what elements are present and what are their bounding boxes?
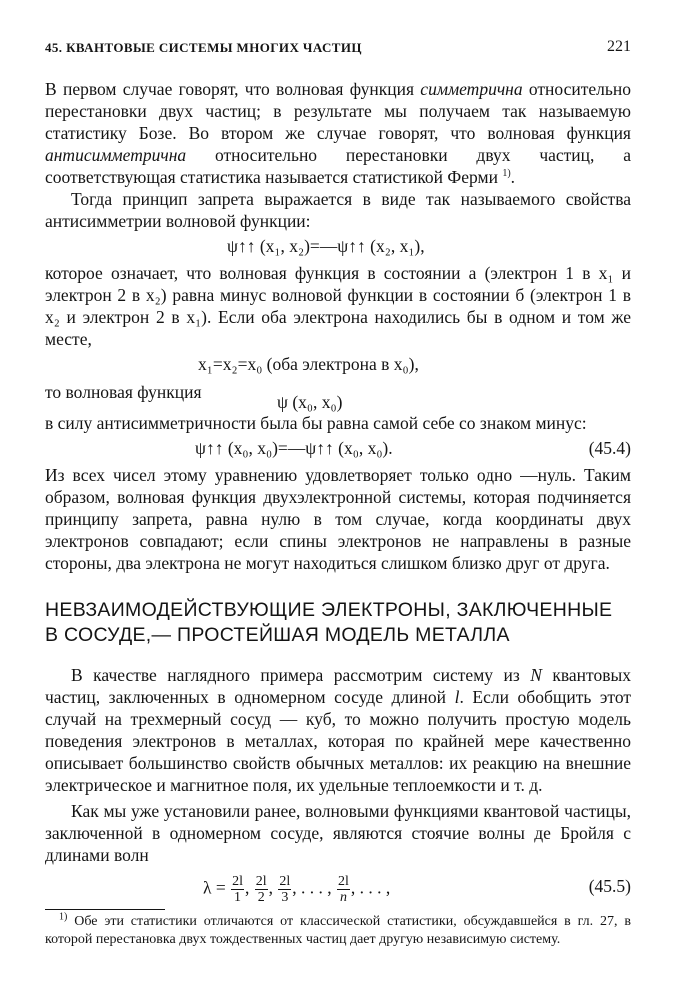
fraction-n: $\frac{2l}{n}$ [338,874,349,905]
footnote-divider [45,909,165,910]
paragraph-7: В качестве наглядного примера рассмотрим систему из N квантовых частиц, заключенных в одномерном сосуде длиной l. Если обобщить этот случай на трехмерный сосуд — куб, то можно получить простую модель поведения электронов в металлах, которая по крайней мере качественно описывает большинство свойств обычных металлов: их реакцию на внешние электрическое и магнитное поля, их удельные теплоемкости и т. д. [45,665,631,795]
footnote [45,913,631,949]
equation-same-position [45,350,631,380]
equation-45-4-number: (45.4) [588,438,631,458]
paragraph-6: Из всех чисел этому уравнению удовлетворяет только одно —нуль. Таким образом, волновая функция двухэлектронной системы, которая подчиняется принципу запрета, равна нулю в том случае, когда координаты двух электронов совпадают; если спины электронов не направлены в разные стороны, два электрона не могут находиться слишком близко друг от друга. [45,465,631,573]
footnote-text: $^{1)}$ Обе эти статистики отличаются от классической статистики, обсуждавшейся в гл. 27, в которой перестановка двух тождественных частиц дает другую независимую систему. [45,911,631,947]
equation-antisymmetry-formula: ψ↑↑ (x₁, x₂)=—ψ↑↑ (x₂, x₁), [227,236,425,256]
fraction-3: $\frac{2l}{3}$ [279,874,291,905]
paragraph-5: в силу антисимметричности была бы равна самой себе со знаком минус: [45,413,587,433]
fraction-1: $\frac{2l}{1}$ [232,874,243,905]
page-number: 221 [607,38,631,55]
running-title: 45. КВАНТОВЫЕ СИСТЕМЫ МНОГИХ ЧАСТИЦ [45,40,362,55]
paragraph-8: Как мы уже установили ранее, волновыми функциями квантовой частицы, заключенной в одномерном сосуде, являются стоячие волны де Бройля с длинами волн [45,801,631,865]
paragraph-4-lead: то волновая функция [45,382,202,402]
term-antisymmetric: антисимметрична [45,145,187,165]
section-heading: НЕВЗАИМОДЕЙСТВУЮЩИЕ ЭЛЕКТРОНЫ, ЗАКЛЮЧЕННЫЕ В СОСУДЕ,— ПРОСТЕЙШАЯ МОДЕЛЬ МЕТАЛЛА [45,599,613,646]
wavefunction-lead-row [45,380,631,412]
main-text [45,78,631,908]
equation-45-4-formula: ψ↑↑ (x₀, x₀)=—ψ↑↑ (x₀, x₀). [195,438,393,458]
fraction-2: $\frac{2l}{2}$ [255,874,267,905]
footnote-number: 1) [59,911,68,923]
equation-45-5 [45,866,631,908]
equation-antisymmetry [45,232,631,262]
equation-same-position-formula: x₁=x₂=x₀ (оба электрона в x₀), [198,354,419,374]
equation-wavefunction: ψ (x₀, x₀) [277,392,343,412]
paragraph-2: Тогда принцип запрета выражается в виде так называемого свойства антисимметрии волновой функции: [45,189,631,231]
paragraph-3: которое означает, что волновая функция в состоянии a (электрон 1 в x₁ и электрон 2 в x₂) равна минус волновой функции в состоянии б (электрон 1 в x₂ и электрон 2 в x₁). Если оба электрона находились бы в одном и том же месте, [45,263,631,349]
paragraph-1: В первом случае говорят, что волновая функция симметрична относительно перестановки двух частиц; в результате мы получаем так называемую статистику Бозе. Во втором же случае говорят, что волновая функция антисимметрична относительно перестановки двух частиц, а соответствующая статистика называется статистикой Ферми $^{1)}$. [45,79,631,187]
equation-45-4 [45,434,631,464]
running-header [45,38,631,60]
variable-n: N [530,665,542,685]
equation-45-5-number: (45.5) [588,876,631,896]
variable-l: l [454,687,460,707]
equation-45-5-formula: λ = $\frac{2l}{1}$ , $\frac{2l}{2}$ , $\frac{2l}{3}$ , . . . , $\frac{2l}{n}$ , . . . , [203,874,391,905]
footnote-marker[interactable]: 1) [502,168,511,180]
term-symmetric: симметрична [420,79,523,99]
